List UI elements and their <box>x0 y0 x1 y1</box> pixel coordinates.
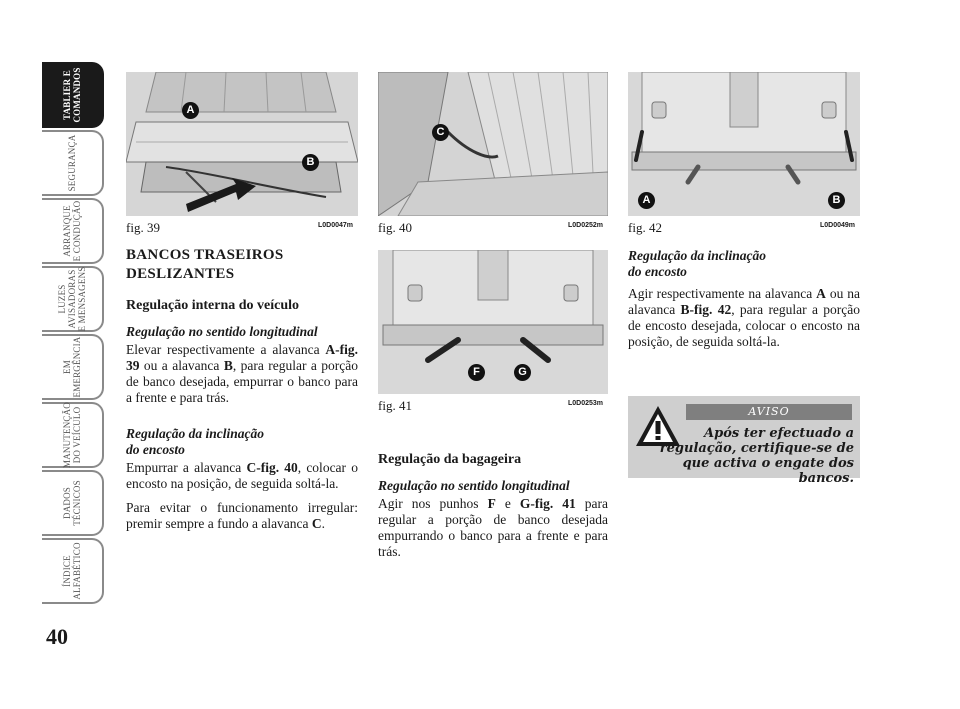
callout-g: G <box>514 364 531 381</box>
text: Para evitar o funcionamento irregular: premir sempre a fundo a alavanca <box>126 500 358 531</box>
tab-arranque-conducao[interactable] <box>42 198 104 264</box>
figure-ref: B-fig. 42 <box>680 302 732 317</box>
paragraph <box>126 500 358 532</box>
text: , colocar o encosto na posição, de seguida soltá-la. <box>126 460 358 491</box>
warning-title: AVISO <box>686 404 852 420</box>
tab-manutencao[interactable] <box>42 402 104 468</box>
text: , para regular a porção de encosto desejada, colocar o encosto na posição, de seguida soltá-la. <box>628 302 860 349</box>
callout-a: A <box>182 102 199 119</box>
tab-label: TABLIER E COMANDOS <box>62 67 82 123</box>
warning-box <box>628 396 860 486</box>
callout-a: A <box>638 192 655 209</box>
subsection-title: Regulação da bagageira <box>378 452 522 467</box>
lever-ref: F <box>487 496 496 511</box>
seat-recline-illustration <box>378 72 608 216</box>
callout-b: B <box>828 192 845 209</box>
fig41-code: L0D0253m <box>568 400 604 407</box>
text: Empurrar a alavanca <box>126 460 247 475</box>
fig39-caption: fig. 39 <box>126 220 160 235</box>
seat-slide-illustration <box>126 72 358 216</box>
fig40-code: L0D0252m <box>568 222 604 229</box>
title-line: DESLIZANTES <box>126 266 235 282</box>
tab-label: MANUTENÇÃO DO VEÍCULO <box>62 402 82 468</box>
text: e <box>495 496 520 511</box>
column-1 <box>126 246 358 540</box>
paragraph <box>378 496 608 560</box>
figure-41 <box>378 250 608 394</box>
text: ou a alavanca <box>139 358 224 373</box>
tab-em-emergencia[interactable] <box>42 334 104 400</box>
fig40-caption: fig. 40 <box>378 220 412 235</box>
paragraph <box>628 286 860 350</box>
subheading-inclinacao <box>628 248 860 280</box>
subheading-longitudinal: Regulação no sentido longitudinal <box>378 478 570 493</box>
subheading-line: Regulação da inclinação <box>628 248 766 263</box>
column-3 <box>628 248 860 358</box>
tab-label: EM EMERGÊNCIA <box>62 336 82 398</box>
fig39-code: L0D0047m <box>318 222 354 229</box>
tab-label: ARRANQUE E CONDUÇÃO <box>62 200 82 262</box>
tab-label: LUZES AVISADORAS E MENSAGENS <box>57 266 87 332</box>
text: ou na alavanca <box>628 286 860 317</box>
backrest-recline-illustration <box>628 72 860 216</box>
subheading-longitudinal: Regulação no sentido longitudinal <box>126 324 318 339</box>
tab-label: SEGURANÇA <box>67 134 77 192</box>
fig42-caption: fig. 42 <box>628 220 662 235</box>
section-title <box>126 246 358 284</box>
chapter-tabs <box>42 62 106 622</box>
text: . <box>321 516 326 531</box>
lever-ref: C <box>311 516 322 531</box>
tab-seguranca[interactable] <box>42 130 104 196</box>
subsection-title: Regulação interna do veículo <box>126 298 300 313</box>
callout-f: F <box>468 364 485 381</box>
tab-indice-alfabetico[interactable] <box>42 538 104 604</box>
column-2 <box>378 452 608 568</box>
subheading-line: do encosto <box>628 264 687 279</box>
title-line: BANCOS TRASEIROS <box>126 247 284 263</box>
figure-ref: C-fig. 40 <box>246 460 298 475</box>
tab-label: DADOS TÉCNICOS <box>62 480 82 526</box>
lever-ref: A <box>816 286 826 301</box>
tab-label: ÍNDICE ALFABÉTICO <box>62 542 82 600</box>
warning-text: Após ter efectuado a regulação, certifique-se de que activa o engate dos bancos. <box>659 426 854 486</box>
subheading-line: Regulação da inclinação <box>126 426 264 441</box>
tab-tablier-comandos[interactable] <box>42 62 104 128</box>
fig42-code: L0D0049m <box>820 222 856 229</box>
paragraph <box>126 342 358 406</box>
callout-b: B <box>302 154 319 171</box>
subheading-inclinacao <box>126 426 358 458</box>
tab-luzes-avisadoras[interactable] <box>42 266 104 332</box>
subheading-line: do encosto <box>126 442 185 457</box>
callout-c: C <box>432 124 449 141</box>
figure-39 <box>126 72 358 216</box>
paragraph <box>126 460 358 492</box>
text: para regular a porção de banco desejada empurrando o banco para a frente e para trás. <box>378 496 608 559</box>
luggage-slide-illustration <box>378 250 608 394</box>
figure-40 <box>378 72 608 216</box>
figure-ref: A-fig. 39 <box>126 342 358 373</box>
page-number: 40 <box>46 624 68 649</box>
figure-ref: G-fig. 41 <box>519 496 576 511</box>
lever-ref: B <box>223 358 233 373</box>
figure-42 <box>628 72 860 216</box>
tab-dados-tecnicos[interactable] <box>42 470 104 536</box>
fig41-caption: fig. 41 <box>378 398 412 413</box>
text: , para regular a porção de banco desejada, empurrar o banco para a frente e para trás. <box>126 358 358 405</box>
text: Agir respectivamente na alavanca <box>628 286 817 301</box>
text: Elevar respectivamente a alavanca <box>126 342 326 357</box>
text: Agir nos punhos <box>378 496 488 511</box>
